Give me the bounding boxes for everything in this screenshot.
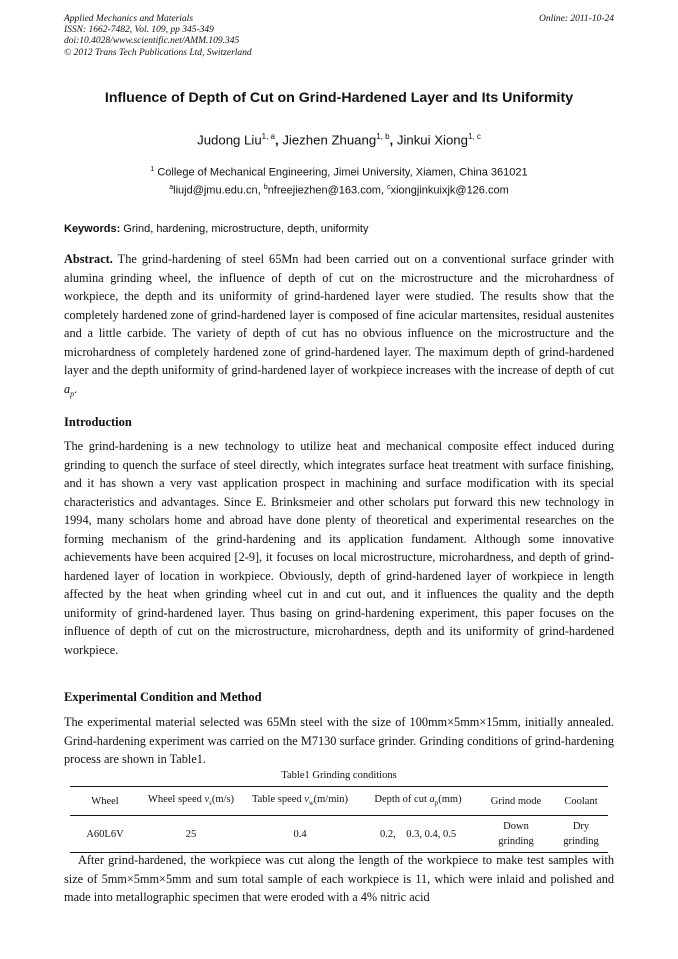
email-address: xiongjinkuixjk@126.com: [390, 184, 509, 197]
abstract-symbol-sub: p: [70, 388, 75, 398]
experimental-paragraph: The experimental material selected was 65Mn steel with the size of 100mm×5mm×15mm, initially annealed. Grind-hardening experiment was carried on the M7130 surface grinder. Grinding conditions of grind-hardening process are shown in Table1.: [64, 715, 614, 766]
affiliation-sup: 1: [150, 166, 155, 173]
journal-header: [64, 14, 614, 59]
table-header-row: [70, 787, 608, 816]
keywords: [64, 223, 614, 235]
header-depth-of-cut: Depth of cut $a_p(mm)$: [358, 787, 478, 816]
issn-line: ISSN: 1662-7482, Vol. 109, pp 345-349: [64, 25, 214, 36]
section-heading-introduction: Introduction: [64, 415, 132, 429]
author-name: Jiezhen Zhuang: [282, 132, 377, 148]
abstract-symbol: a: [64, 381, 71, 396]
email-sup: a: [169, 184, 174, 191]
header-table-speed: Table speed $v_w(m/\min)$: [242, 787, 358, 816]
affiliation: [0, 166, 678, 179]
author-sup: 1, c: [467, 132, 481, 141]
journal-name: Applied Mechanics and Materials: [64, 14, 194, 24]
author-name: Jinkui Xiong: [396, 132, 468, 148]
affiliation-text: College of Mechanical Engineering, Jimei University, Xiamen, China 361021: [157, 166, 528, 179]
table-caption: Table1 Grinding conditions: [281, 770, 397, 781]
post-table-paragraph: After grind-hardened, the workpiece was cut along the length of the workpiece to make test samples with size of 5mm×5mm×5mm and sum total sample of each workpiece is 11, which were inlaid and polished and made into metallographic specimen that were eroded with a 4% nitric acid: [64, 853, 614, 904]
keywords-label: Keywords:: [64, 223, 121, 235]
cell-wheel-speed: 25: [140, 816, 242, 853]
keywords-text: Grind, hardening, microstructure, depth, uniformity: [120, 223, 369, 235]
author-list: Judong Liu$^{1, a}$, Jiezhen Zhuang$^{1, b}$, Jinkui Xiong$^{1, c}$: [197, 132, 481, 148]
copyright-line: © 2012 Trans Tech Publications Ltd, Switzerland: [64, 47, 252, 58]
cell-grind-mode: Down grinding: [478, 816, 554, 853]
abstract-text: The grind-hardening of steel 65Mn had been carried out on a conventional surface grinder with alumina grinding wheel, the influence of depth of cut on the microstructure and the microhardness of workpiece, the depth and its uniformity of grind-hardened layer were studied. The results show that the completely hardened zone of grind-hardened layer is composed of fine acicular martensites, residual austenites and a little carbide. The variety of depth of cut has no obvious influence on the microstructure and the microhardness of completely hardened zone of grind-hardened layer. The maximum depth of grind-hardened layer and the depth uniformity of grind-hardened layer of workpiece increases with the increase of depth of cut: [64, 252, 614, 377]
author-name: Judong Liu: [197, 132, 262, 148]
section-heading-experimental: Experimental Condition and Method: [64, 690, 262, 704]
introduction-paragraph: The grind-hardening is a new technology to utilize heat and mechanical composite effect induced during grinding to quench the surface of steel directly, which integrates surface heat treatment with surface finishing, and it has shown a very vast application prospect in machining and surface modification with its special characteristics and advantages. Since E. Brinksmeier and other scholars put forward this new technology in 1994, many scholars home and abroad have done plenty of theoretical and experimental researches on the forming mechanism of the grind-hardening and its application fundament. Although some innovative achievements have been acquired [2-9], it focuses on local microstructure, microhardness, and depth of grind-hardened layer of location in workpiece. Obviously, depth of grind-hardened layer of workpiece in length affected by the heat when grinding wheel cut in and cut out, and it influences the quality and the depth uniformity of grind-hardened layer. Thus basing on grind-hardening experiment, this paper focuses on the influence of depth of cut on the microstructure, microhardness, depth and its uniformity of grind-hardened workpiece.: [64, 439, 614, 657]
author-emails: [0, 184, 678, 197]
header-grind-mode: Grind mode: [478, 787, 554, 816]
email-sup: c: [387, 184, 391, 191]
abstract-end: .: [74, 381, 78, 396]
table-row: [70, 816, 608, 853]
cell-wheel: A60L6V: [70, 816, 140, 853]
paper-title: Influence of Depth of Cut on Grind-Hardened Layer and Its Uniformity: [104, 90, 574, 106]
cell-depth-of-cut: 0.2, 0.3, 0.4, 0.5: [358, 816, 478, 853]
author-sup: 1, a: [261, 132, 275, 141]
doi-line: doi:10.4028/www.scientific.net/AMM.109.345: [64, 36, 240, 47]
cell-table-speed: 0.4: [242, 816, 358, 853]
grinding-conditions-table: [70, 786, 608, 853]
email-sup: b: [263, 184, 268, 191]
header-coolant: Coolant: [554, 787, 608, 816]
cell-coolant: Dry grinding: [554, 816, 608, 853]
author-sup: 1, b: [376, 132, 390, 141]
header-wheel: Wheel: [70, 787, 140, 816]
email-address: nfreejiezhen@163.com,: [267, 184, 388, 197]
email-address: liujd@jmu.edu.cn,: [173, 184, 264, 197]
abstract: [64, 250, 614, 403]
online-date: Online: 2011-10-24: [538, 14, 614, 24]
abstract-label: Abstract.: [64, 252, 113, 266]
header-wheel-speed: Wheel speed $v_s(m/s)$: [140, 787, 242, 816]
